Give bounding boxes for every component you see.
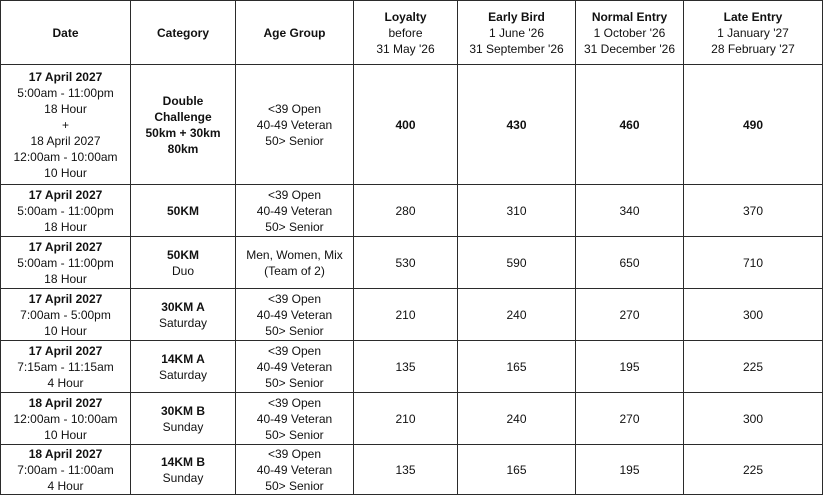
date-duration: 10 Hour — [44, 323, 87, 338]
age-group-cell — [236, 445, 354, 495]
late-entry-price: 300 — [684, 393, 823, 445]
header-normal-entry-line3: 31 December '26 — [583, 41, 675, 56]
age-group-line: 40-49 Veteran — [256, 307, 333, 322]
header-loyalty-title: Loyalty — [384, 9, 427, 24]
header-late-entry — [684, 1, 823, 65]
date-duration: 10 Hour — [44, 427, 87, 442]
early-bird-price: 240 — [458, 289, 576, 341]
age-group-line: 50> Senior — [265, 478, 324, 493]
loyalty-price: 135 — [354, 341, 458, 393]
date-cell — [1, 341, 131, 393]
date-duration: 18 Hour — [44, 219, 87, 234]
category-line: Duo — [171, 263, 194, 278]
category-line: 30KM A — [161, 299, 205, 314]
category-line: 50km + 30km — [145, 125, 221, 140]
date-cell — [1, 393, 131, 445]
date-duration-2: 10 Hour — [44, 165, 87, 180]
category-line: Saturday — [158, 367, 208, 382]
date-time: 5:00am - 11:00pm — [17, 255, 114, 270]
date-time: 7:00am - 11:00am — [17, 462, 114, 477]
header-normal-entry — [576, 1, 684, 65]
category-cell — [131, 237, 236, 289]
early-bird-price: 310 — [458, 185, 576, 237]
age-group-line: 50> Senior — [265, 375, 324, 390]
header-early-bird-line3: 31 September '26 — [469, 41, 564, 56]
date-time: 5:00am - 11:00pm — [17, 203, 114, 218]
age-group-line: 40-49 Veteran — [256, 117, 333, 132]
late-entry-price: 225 — [684, 445, 823, 495]
category-cell — [131, 393, 236, 445]
age-group-line: (Team of 2) — [264, 263, 325, 278]
date-duration: 18 Hour — [44, 271, 87, 286]
loyalty-price: 400 — [354, 65, 458, 185]
header-date: Date — [1, 1, 131, 65]
category-cell — [131, 289, 236, 341]
age-group-cell — [236, 289, 354, 341]
header-late-entry-line3: 28 February '27 — [711, 41, 795, 56]
early-bird-price: 165 — [458, 445, 576, 495]
age-group-cell — [236, 65, 354, 185]
category-cell — [131, 185, 236, 237]
age-group-line: 50> Senior — [265, 133, 324, 148]
header-row — [1, 1, 823, 65]
loyalty-price: 210 — [354, 289, 458, 341]
date-day: 17 April 2027 — [28, 239, 103, 254]
age-group-line: 40-49 Veteran — [256, 203, 333, 218]
age-group-line: Men, Women, Mix — [246, 247, 343, 262]
category-line: 50KM — [166, 247, 199, 262]
normal-entry-price: 270 — [576, 393, 684, 445]
table-row — [1, 393, 823, 445]
normal-entry-price: 195 — [576, 341, 684, 393]
age-group-line: 50> Senior — [265, 427, 324, 442]
date-duration: 4 Hour — [47, 375, 84, 390]
header-early-bird-line2: 1 June '26 — [488, 25, 544, 40]
category-line: 50KM — [166, 203, 199, 218]
age-group-cell — [236, 393, 354, 445]
header-early-bird — [458, 1, 576, 65]
loyalty-price: 135 — [354, 445, 458, 495]
table-row — [1, 185, 823, 237]
date-day: 17 April 2027 — [28, 187, 103, 202]
age-group-line: <39 Open — [267, 187, 322, 202]
header-loyalty — [354, 1, 458, 65]
category-line: Saturday — [158, 315, 208, 330]
date-time: 7:00am - 5:00pm — [20, 307, 111, 322]
header-normal-entry-line2: 1 October '26 — [593, 25, 666, 40]
table-row — [1, 289, 823, 341]
date-cell — [1, 289, 131, 341]
header-loyalty-line3: 31 May '26 — [376, 41, 435, 56]
loyalty-price: 280 — [354, 185, 458, 237]
date-cell — [1, 65, 131, 185]
age-group-line: <39 Open — [267, 291, 322, 306]
date-day: 18 April 2027 — [28, 395, 103, 410]
header-normal-entry-title: Normal Entry — [591, 9, 668, 24]
category-cell — [131, 445, 236, 495]
header-early-bird-title: Early Bird — [488, 9, 545, 24]
age-group-cell — [236, 341, 354, 393]
date-day: 17 April 2027 — [28, 291, 103, 306]
date-cell — [1, 185, 131, 237]
category-cell — [131, 341, 236, 393]
date-cell — [1, 237, 131, 289]
category-cell — [131, 65, 236, 185]
date-duration: 18 Hour — [44, 101, 87, 116]
date-day: 17 April 2027 — [28, 343, 103, 358]
normal-entry-price: 270 — [576, 289, 684, 341]
category-line: Sunday — [162, 419, 204, 434]
date-day: 17 April 2027 — [28, 69, 103, 84]
date-duration: 4 Hour — [47, 478, 84, 493]
age-group-line: 50> Senior — [265, 219, 324, 234]
loyalty-price: 210 — [354, 393, 458, 445]
early-bird-price: 590 — [458, 237, 576, 289]
age-group-line: <39 Open — [267, 343, 322, 358]
date-plus: + — [61, 117, 69, 132]
age-group-line: 50> Senior — [265, 323, 324, 338]
header-late-entry-line2: 1 January '27 — [717, 25, 789, 40]
category-line: Double — [162, 93, 204, 108]
late-entry-price: 225 — [684, 341, 823, 393]
header-late-entry-title: Late Entry — [723, 9, 783, 24]
late-entry-price: 300 — [684, 289, 823, 341]
table-row — [1, 65, 823, 185]
header-loyalty-line2: before — [388, 25, 423, 40]
category-line: Challenge — [154, 109, 212, 124]
date-time: 7:15am - 11:15am — [17, 359, 114, 374]
category-line: 14KM B — [160, 454, 205, 469]
early-bird-price: 240 — [458, 393, 576, 445]
date-day: 18 April 2027 — [28, 446, 103, 461]
normal-entry-price: 340 — [576, 185, 684, 237]
normal-entry-price: 195 — [576, 445, 684, 495]
age-group-line: 40-49 Veteran — [256, 462, 333, 477]
date-cell — [1, 445, 131, 495]
age-group-line: 40-49 Veteran — [256, 359, 333, 374]
category-line: 30KM B — [160, 403, 205, 418]
header-category: Category — [131, 1, 236, 65]
category-line: 14KM A — [161, 351, 205, 366]
header-age-group: Age Group — [236, 1, 354, 65]
table-row — [1, 237, 823, 289]
date-time: 12:00am - 10:00am — [13, 411, 118, 426]
age-group-line: <39 Open — [267, 446, 322, 461]
age-group-cell — [236, 185, 354, 237]
category-line: 80km — [167, 141, 199, 156]
date-time: 5:00am - 11:00pm — [17, 85, 114, 100]
late-entry-price: 370 — [684, 185, 823, 237]
age-group-line: <39 Open — [267, 101, 322, 116]
normal-entry-price: 460 — [576, 65, 684, 185]
loyalty-price: 530 — [354, 237, 458, 289]
table-row — [1, 341, 823, 393]
category-line: Sunday — [162, 470, 204, 485]
date-day-2: 18 April 2027 — [30, 133, 101, 148]
age-group-line: 40-49 Veteran — [256, 411, 333, 426]
late-entry-price: 490 — [684, 65, 823, 185]
age-group-cell — [236, 237, 354, 289]
early-bird-price: 165 — [458, 341, 576, 393]
age-group-line: <39 Open — [267, 395, 322, 410]
early-bird-price: 430 — [458, 65, 576, 185]
normal-entry-price: 650 — [576, 237, 684, 289]
table-row — [1, 445, 823, 495]
date-time-2: 12:00am - 10:00am — [13, 149, 118, 164]
late-entry-price: 710 — [684, 237, 823, 289]
